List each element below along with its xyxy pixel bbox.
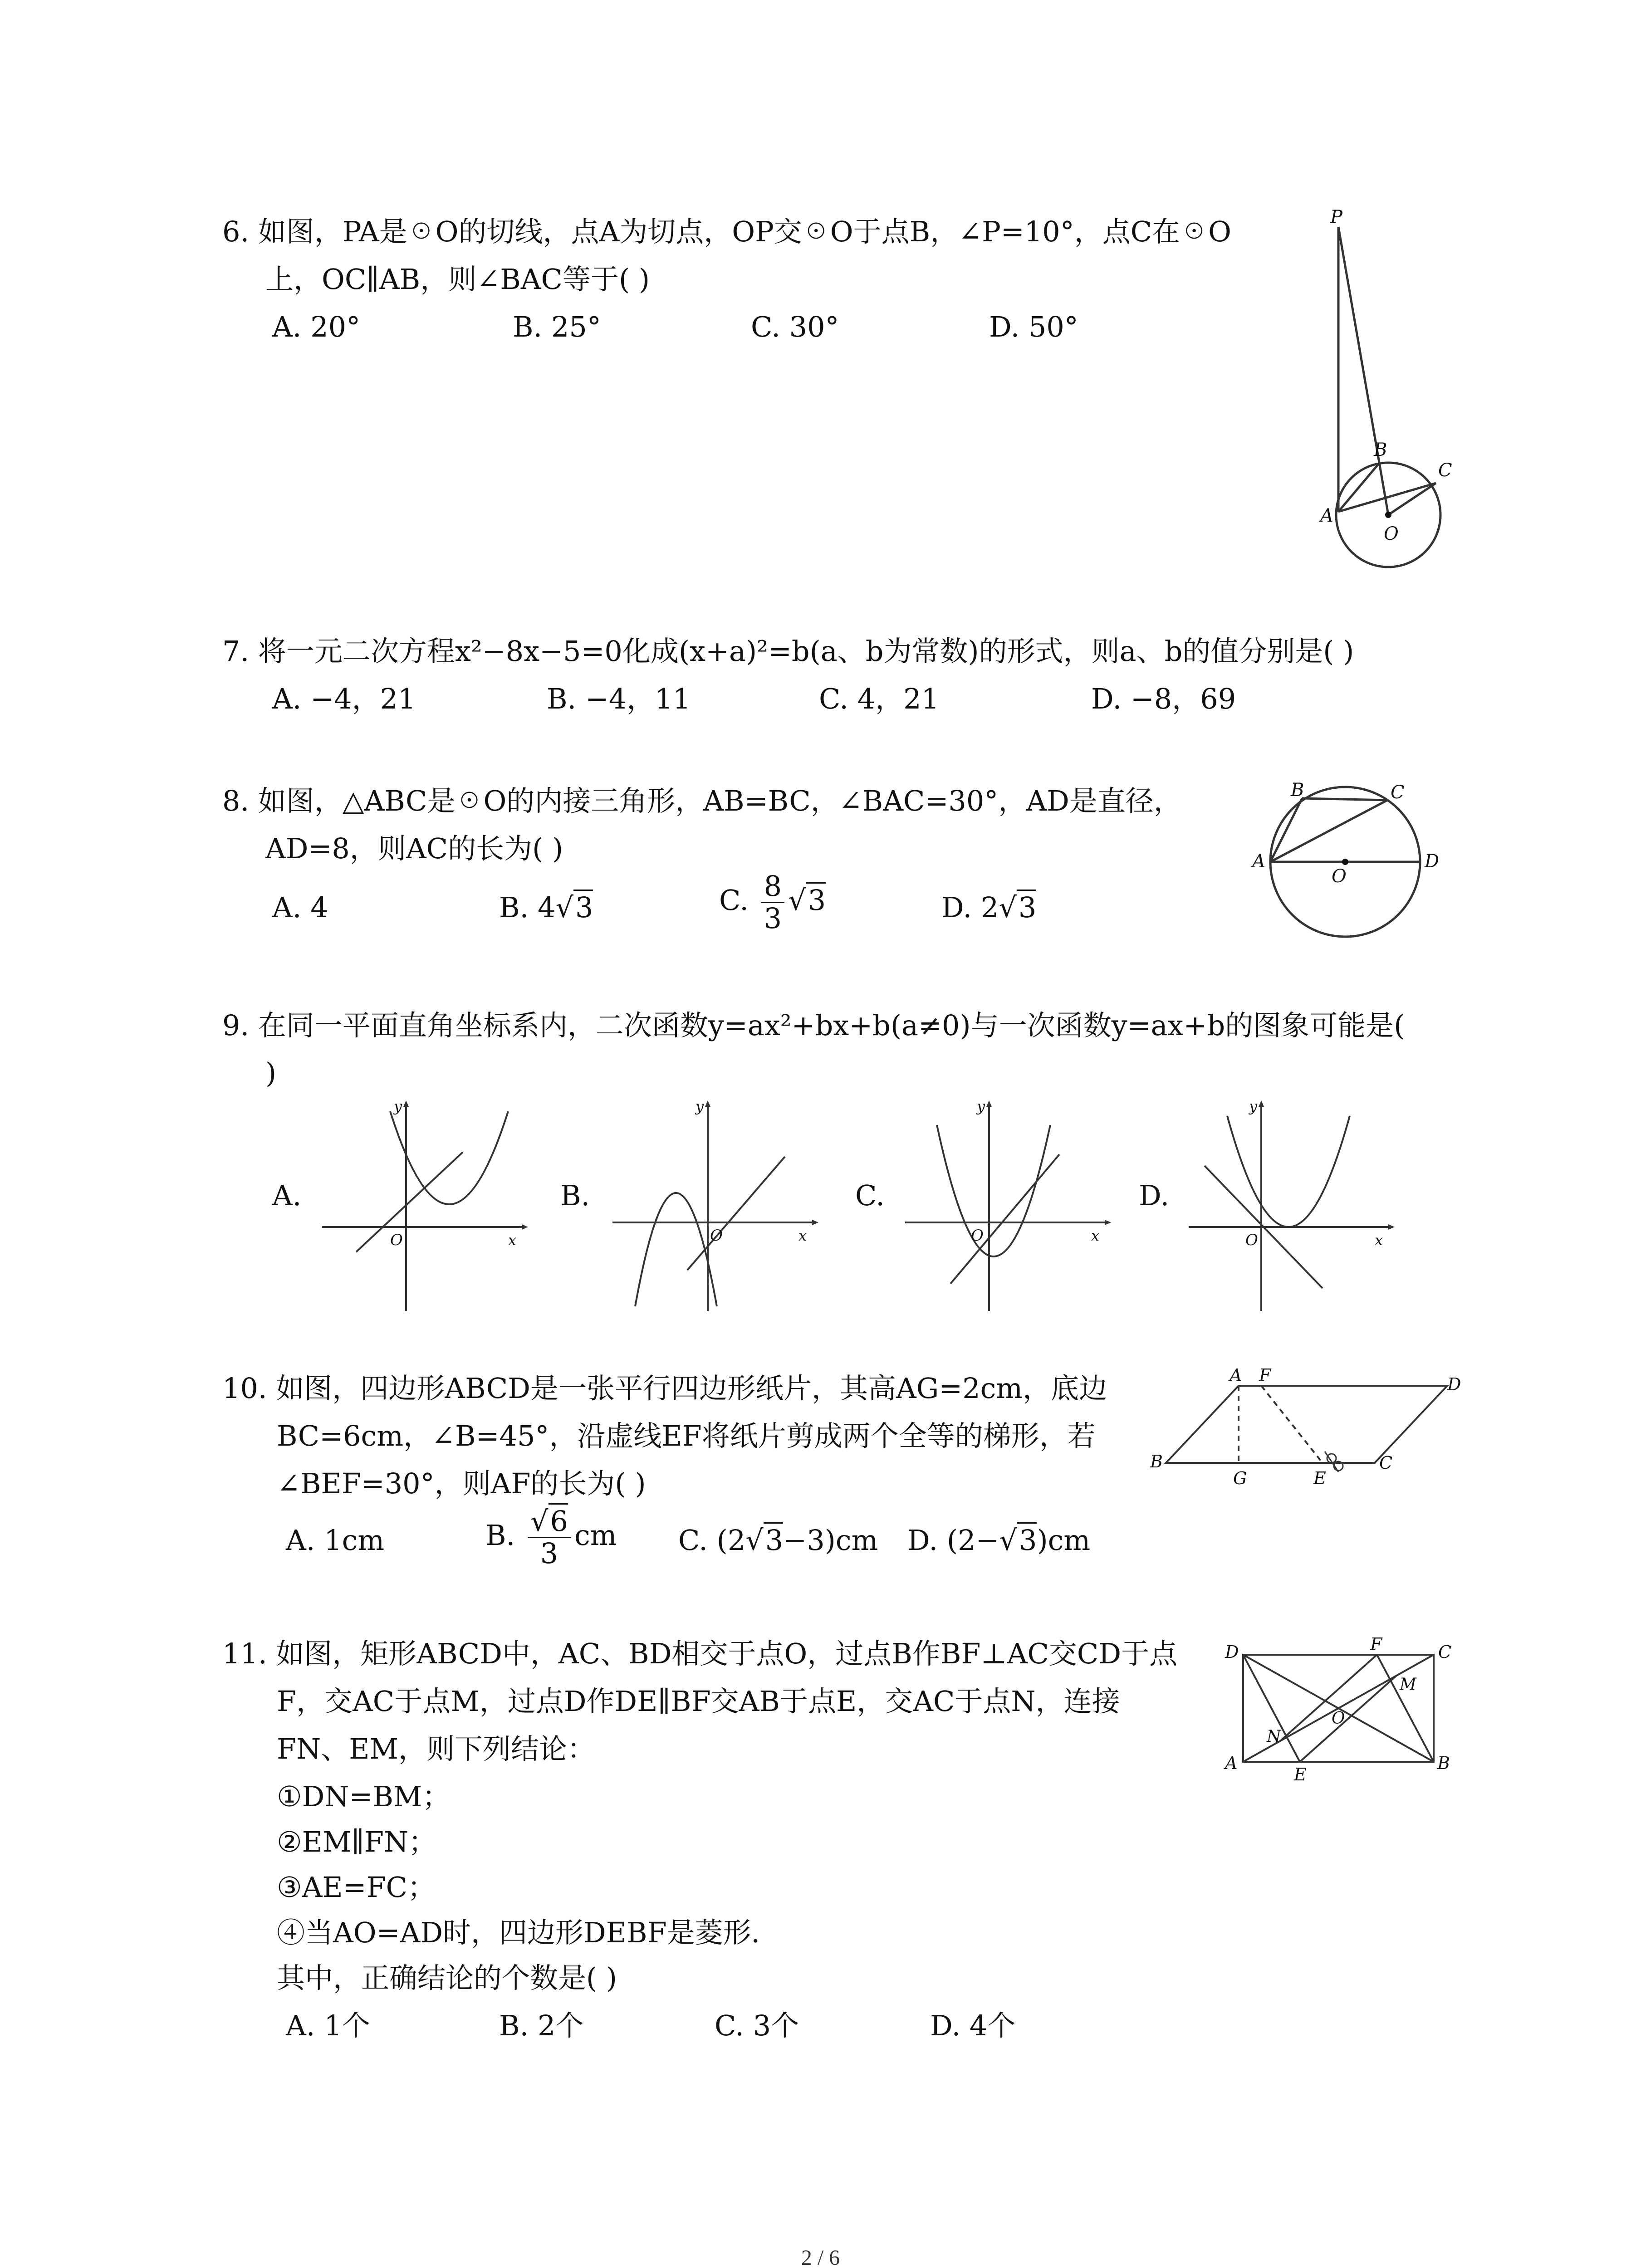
question-9-line-2: ) (265, 1056, 277, 1090)
question-11-option-c: C. 3个 (715, 2009, 799, 2042)
question-10-option-b-prefix: B. (485, 1518, 515, 1552)
question-11-option-b: B. 2个 (499, 2009, 584, 2042)
figure-6-label-b: B (1374, 440, 1387, 460)
question-10-option-d-radicand: 3 (1017, 1522, 1037, 1557)
question-6-option-d: D. 50° (989, 310, 1078, 343)
question-9-option-b-label: B. (560, 1179, 590, 1212)
question-6-line-1: 6. 如图，PA是☉O的切线，点A为切点，OP交☉O于点B，∠P=10°，点C在☉O (222, 215, 1231, 248)
question-8-option-c-prefix: C. (719, 883, 749, 917)
figure-6-label-p: P (1330, 209, 1342, 228)
question-11-item-3: ③AE=FC； (277, 1871, 436, 1904)
question-6-option-b: B. 25° (513, 310, 601, 343)
graph-b-y-label: y (696, 1098, 704, 1115)
question-8-option-c-radicand: 3 (806, 882, 826, 917)
figure-10-label-c: C (1379, 1453, 1393, 1473)
question-6-figure (1307, 209, 1506, 572)
question-10-option-c (678, 1524, 878, 1557)
question-11-option-d: D. 4个 (930, 2009, 1016, 2042)
question-9-option-c-label: C. (855, 1179, 885, 1212)
graph-d-x-label: x (1375, 1232, 1383, 1249)
question-8-line-1: 8. 如图，△ABC是☉O的内接三角形，AB=BC，∠BAC=30°，AD是直径， (222, 784, 1182, 817)
figure-8-label-a: A (1252, 851, 1265, 872)
question-8-option-d-radicand: 3 (1017, 890, 1036, 924)
fraction-numerator: 8 (761, 871, 784, 903)
question-7-option-d: D. −8，69 (1091, 682, 1236, 715)
question-8-option-b-prefix: B. 4 (499, 891, 556, 924)
figure-6-label-a: A (1320, 505, 1333, 526)
figure-11-label-a: A (1225, 1753, 1238, 1773)
question-9-graph-a (318, 1098, 531, 1315)
figure-10-label-b: B (1150, 1452, 1163, 1471)
sqrt-sign (999, 1524, 1018, 1557)
sqrt-sign (530, 1505, 549, 1538)
page-number: 2 / 6 (801, 2246, 840, 2268)
figure-10-label-f: F (1259, 1365, 1271, 1385)
question-11-item-2: ②EM∥FN； (277, 1825, 437, 1858)
question-8-option-d (941, 891, 1037, 924)
fraction-denominator: 3 (764, 902, 782, 935)
graph-a-origin-label: O (390, 1231, 403, 1249)
figure-8-label-o: O (1332, 866, 1347, 887)
question-10-option-b-fraction (528, 1506, 571, 1569)
figure-11-label-d: D (1225, 1642, 1239, 1662)
question-9-graph-b (608, 1098, 821, 1315)
graph-d-origin-label: O (1245, 1231, 1258, 1249)
question-11-line-3: FN、EM，则下列结论： (277, 1732, 596, 1765)
question-11-line-1: 11. 如图，矩形ABCD中，AC、BD相交于点O，过点B作BF⊥AC交CD于点 (222, 1637, 1178, 1670)
figure-10-label-d: D (1447, 1374, 1461, 1394)
question-10-option-d-suffix: )cm (1037, 1524, 1091, 1557)
sqrt-sign (999, 891, 1017, 924)
figure-8-label-c: C (1391, 782, 1405, 803)
question-8-option-c-fraction (761, 871, 784, 934)
question-11-option-a: A. 1个 (286, 2009, 370, 2042)
question-10-option-b-unit: cm (574, 1518, 617, 1552)
question-8-option-d-prefix: D. 2 (941, 891, 999, 924)
question-10-figure (1148, 1365, 1465, 1492)
question-10-option-d-prefix: D. (2− (907, 1524, 999, 1557)
question-10-option-a: A. 1cm (286, 1524, 385, 1557)
question-10-option-b (485, 1506, 617, 1569)
graph-b-x-label: x (798, 1227, 807, 1244)
question-9-line-1: 9. 在同一平面直角坐标系内，二次函数y=ax²+bx+b(a≠0)与一次函数y=ax+b的图象可能是( (222, 1009, 1405, 1042)
figure-11-label-c: C (1438, 1642, 1452, 1662)
figure-6-label-c: C (1438, 460, 1452, 481)
question-11-prompt: 其中，正确结论的个数是( ) (277, 1961, 617, 1994)
question-8-option-b-radicand: 3 (573, 890, 593, 924)
question-9-graph-c (901, 1098, 1114, 1315)
sqrt-sign (788, 884, 806, 917)
figure-11-label-b: B (1437, 1753, 1450, 1773)
question-9-option-a-label: A. (272, 1179, 302, 1212)
question-7-line-1: 7. 将一元二次方程x²−8x−5=0化成(x+a)²=b(a、b为常数)的形式，则a、b的值分别是( ) (222, 635, 1354, 668)
question-8-option-a: A. 4 (272, 891, 328, 924)
graph-c-origin-label: O (971, 1227, 984, 1245)
question-8-line-2: AD=8，则AC的长为( ) (265, 832, 563, 865)
question-10-option-d (907, 1524, 1091, 1557)
question-6-line-2: 上，OC∥AB，则∠BAC等于( ) (265, 263, 650, 296)
question-11-item-4: ④当AO=AD时，四边形DEBF是菱形． (277, 1916, 779, 1949)
question-8-option-b (499, 891, 593, 924)
graph-c-x-label: x (1091, 1227, 1100, 1244)
question-6-option-c: C. 30° (751, 310, 839, 343)
question-7-option-c: C. 4，21 (819, 682, 939, 715)
figure-10-label-e: E (1313, 1468, 1326, 1488)
figure-11-label-n: N (1267, 1727, 1281, 1746)
sqrt-sign (555, 891, 573, 924)
figure-6-label-o: O (1384, 523, 1399, 544)
question-9-option-d-label: D. (1139, 1179, 1170, 1212)
question-8-figure (1243, 771, 1470, 953)
question-11-line-2: F，交AC于点M，过点D作DE∥BF交AB于点E，交AC于点N，连接 (277, 1685, 1120, 1718)
figure-11-label-o: O (1332, 1709, 1345, 1728)
question-10-line-3: ∠BEF=30°，则AF的长为( ) (277, 1467, 646, 1500)
question-10-option-c-prefix: C. (2 (678, 1524, 746, 1557)
figure-8-label-d: D (1425, 851, 1440, 872)
figure-10-label-a: A (1230, 1365, 1242, 1385)
fraction-numerator (528, 1506, 571, 1538)
sqrt-sign (745, 1524, 764, 1557)
question-10-option-c-suffix: −3)cm (783, 1524, 878, 1557)
question-6-option-a: A. 20° (272, 310, 361, 343)
question-10-line-2: BC=6cm，∠B=45°，沿虚线EF将纸片剪成两个全等的梯形，若 (277, 1419, 1096, 1452)
question-10-option-c-radicand: 3 (764, 1522, 783, 1557)
figure-11-label-f: F (1370, 1634, 1382, 1654)
question-7-option-b: B. −4，11 (547, 682, 691, 715)
fraction-denominator: 3 (540, 1537, 558, 1570)
scissors-icon (1325, 1452, 1343, 1472)
graph-c-y-label: y (977, 1098, 985, 1115)
question-8-option-c (719, 871, 826, 934)
graph-a-x-label: x (508, 1232, 517, 1249)
figure-11-label-m: M (1400, 1675, 1416, 1694)
figure-10-label-g: G (1233, 1468, 1247, 1488)
figure-11-label-e: E (1294, 1765, 1307, 1784)
question-9-graph-d (1184, 1098, 1397, 1315)
question-7-option-a: A. −4，21 (272, 682, 416, 715)
question-10-option-b-radicand: 6 (549, 1503, 568, 1538)
figure-8-label-b: B (1291, 780, 1304, 801)
question-11-item-1: ①DN=BM； (277, 1780, 451, 1813)
graph-d-y-label: y (1249, 1098, 1258, 1115)
question-10-line-1: 10. 如图，四边形ABCD是一张平行四边形纸片，其高AG=2cm，底边 (222, 1372, 1107, 1405)
graph-b-origin-label: O (710, 1227, 723, 1245)
graph-a-y-label: y (394, 1098, 402, 1115)
question-11-figure (1216, 1633, 1452, 1787)
